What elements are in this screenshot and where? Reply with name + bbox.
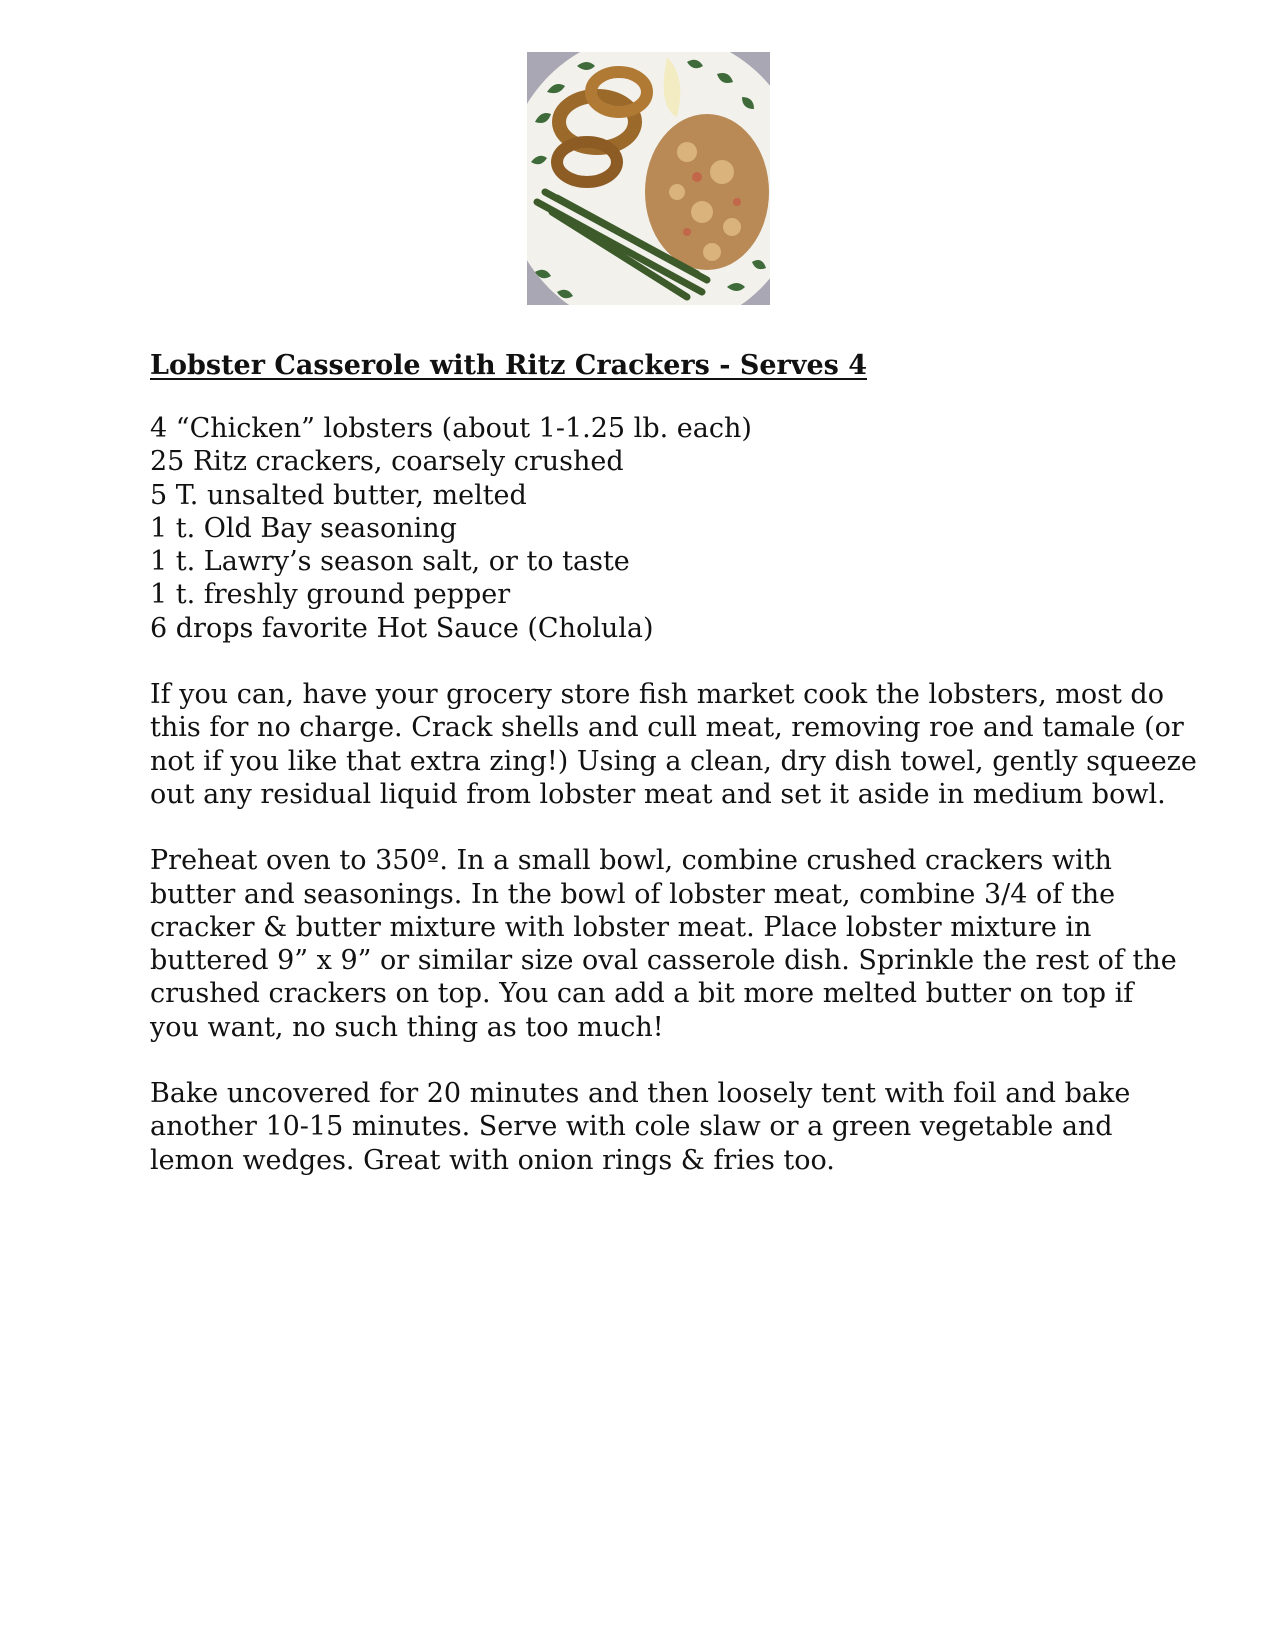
ingredient-list: [150, 412, 1130, 645]
text-line: you want, no such thing as too much!: [150, 1011, 664, 1043]
recipe-content: [150, 346, 1197, 1177]
text-line: Bake uncovered for 20 minutes and then loosely tent with foil and bake: [150, 1078, 1131, 1110]
ingredient-item: 1 t. Lawry’s season salt, or to taste: [150, 546, 630, 578]
recipe-title: Lobster Casserole with Ritz Crackers - Serves 4: [150, 350, 868, 381]
text-line: cracker & butter mixture with lobster meat. Place lobster mixture in: [150, 911, 1092, 943]
text-line: crushed crackers on top. You can add a bit more melted butter on top if: [150, 978, 1134, 1010]
text-line: another 10-15 minutes. Serve with cole slaw or a green vegetable and: [150, 1111, 1113, 1143]
ingredient-item: 5 T. unsalted butter, melted: [150, 479, 527, 511]
instructions-paragraph-2: [150, 844, 1177, 1044]
text-line: out any residual liquid from lobster meat and set it aside in medium bowl.: [150, 778, 1166, 810]
ingredient-item: 4 “Chicken” lobsters (about 1-1.25 lb. each): [150, 413, 752, 444]
text-line: this for no charge. Crack shells and cull meat, removing roe and tamale (or: [150, 712, 1184, 744]
text-line: not if you like that extra zing!) Using a clean, dry dish towel, gently squeeze: [150, 745, 1197, 777]
text-line: butter and seasonings. In the bowl of lobster meat, combine 3/4 of the: [150, 878, 1116, 910]
ingredient-item: 1 t. Old Bay seasoning: [150, 512, 457, 544]
instructions-paragraph-1: [150, 678, 1197, 811]
ingredient-item: 25 Ritz crackers, coarsely crushed: [150, 446, 624, 478]
instructions-paragraph-3: [150, 1077, 1130, 1177]
text-line: buttered 9” x 9” or similar size oval casserole dish. Sprinkle the rest of the: [150, 945, 1177, 977]
text-line: If you can, have your grocery store fish market cook the lobsters, most do: [150, 679, 1164, 711]
text-line: Preheat oven to 350º. In a small bowl, combine crushed crackers with: [150, 845, 1112, 877]
plated-lobster-casserole-photo: [527, 52, 770, 305]
ingredient-item: 6 drops favorite Hot Sauce (Cholula): [150, 612, 654, 644]
text-line: lemon wedges. Great with onion rings & fries too.: [150, 1144, 835, 1176]
ingredient-item: 1 t. freshly ground pepper: [150, 579, 511, 611]
